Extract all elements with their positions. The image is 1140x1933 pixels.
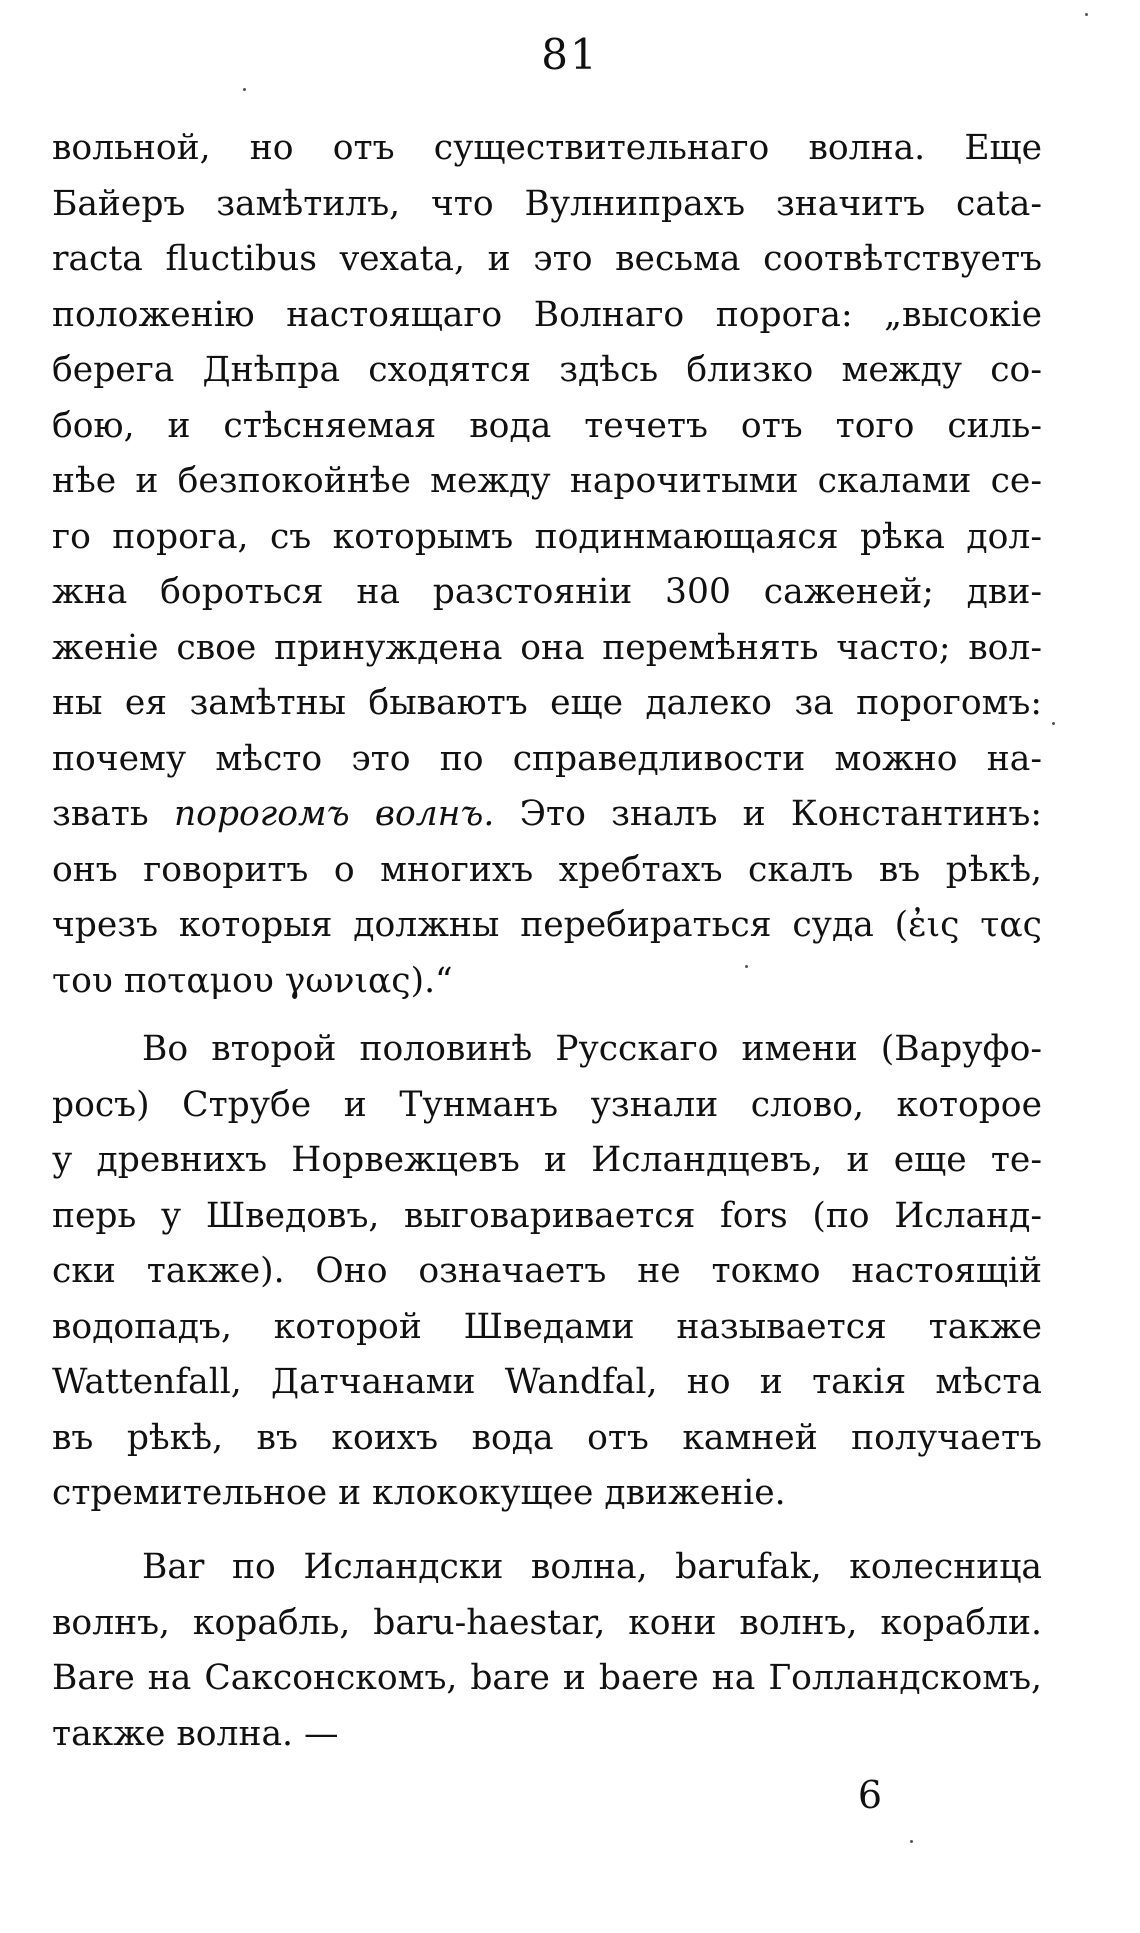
text-line: racta fluctibus vexata, и это весьма соотвѣтствуетъ [52, 239, 1042, 279]
text-line: του ποταμου γωνιας).“ [52, 960, 453, 1001]
text-line: волнъ, корабль, baru-haestar, кони волнъ, корабли. [52, 1602, 1042, 1643]
text-line: въ рѣкѣ, въ коихъ вода отъ камней получаетъ [52, 1417, 1042, 1458]
text-line: онъ говоритъ о многихъ хребтахъ скалъ въ рѣкѣ, [52, 849, 1042, 890]
text-line: Во второй половинѣ Русскаго имени (Варуфо- [142, 1029, 1042, 1069]
text-line: Bar по Исландски волна, barufak, колесница [142, 1547, 1042, 1587]
text-line: жна бороться на разстояніи 300 саженей; дви- [52, 572, 1042, 612]
paragraph-1 [52, 121, 1042, 1009]
paper-speck [243, 88, 246, 91]
text-line: бою, и стѣсняемая вода течетъ отъ того силь- [52, 405, 1042, 446]
text-line: берега Днѣпра сходятся здѣсь близко между со- [52, 350, 1042, 390]
text-line: ски также). Оно означаетъ не токмо настоящій [52, 1251, 1042, 1291]
paragraph-3 [52, 1540, 1042, 1762]
text-line: водопадъ, которой Шведами называется также [52, 1306, 1042, 1347]
text-line: чрезъ которыя должны перебираться суда (ἐις τας [52, 905, 1042, 945]
text-line: у древнихъ Норвежцевъ и Исландцевъ, и еще те- [52, 1140, 1042, 1180]
signature-mark: 6 [857, 1773, 882, 1817]
text-line: вольной, но отъ существительнаго волна. Еще [52, 128, 1042, 168]
text-line: Wattenfall, Датчанами Wandfal, но и такія мѣста [52, 1362, 1042, 1402]
page-number: 81 [541, 30, 599, 79]
text-line: Байеръ замѣтилъ, что Вулнипрахъ значитъ cata- [52, 183, 1042, 224]
paper-speck [910, 1840, 913, 1843]
text-line-italic-term [52, 787, 1042, 843]
text-line: также волна. — [52, 1713, 339, 1754]
paper-speck [1052, 722, 1055, 725]
paragraph-2 [52, 1022, 1042, 1522]
italic-term: порогомъ волнъ. [173, 794, 495, 834]
text-line: положенію настоящаго Волнаго порога: „высокіе [52, 294, 1042, 335]
text-line: ны ея замѣтны бываютъ еще далеко за порогомъ: [52, 683, 1042, 723]
text-line: перь у Шведовъ, выговаривается fors (по Исланд- [52, 1195, 1042, 1236]
line-segment: Это зналъ и Константинъ: [494, 794, 1042, 834]
line-segment: звать [52, 794, 174, 834]
text-line: женіе свое принуждена она перемѣнять часто; вол- [52, 627, 1042, 668]
text-line: Bare на Саксонскомъ, bare и baere на Голландскомъ, [52, 1658, 1042, 1698]
text-line: нѣе и безпокойнѣе между нарочитыми скалами се- [52, 461, 1042, 501]
paper-speck [1085, 13, 1088, 16]
text-line: почему мѣсто это по справедливости можно на- [52, 738, 1042, 779]
text-line: стремительное и клококущее движеніе. [52, 1473, 786, 1513]
text-line: го порога, съ которымъ подинмающаяся рѣка дол- [52, 516, 1042, 557]
paper-speck [745, 965, 748, 968]
text-line: росъ) Струбе и Тунманъ узнали слово, которое [52, 1084, 1042, 1125]
